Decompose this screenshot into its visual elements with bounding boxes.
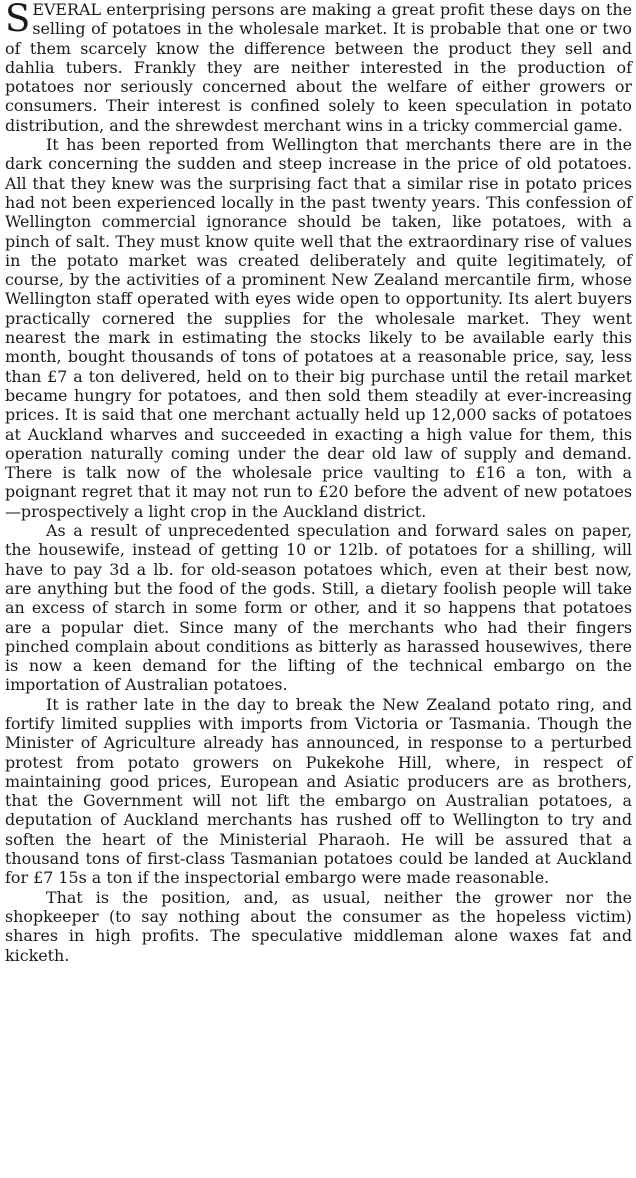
paragraph-1 [5, 0, 632, 135]
paragraph-4: It is rather late in the day to break the New Zealand potato ring, and fortify limited supplies with imports from Victoria or Tasmania. Though the Minister of Agriculture already has announced, in response to a perturbed protest from potato growers on Pukekohe Hill, where, in respect of maintaining good prices, European and Asiatic producers are as brothers, that the Government will not lift the embargo on Australian potatoes, a deputation of Auckland merchants has rushed off to Wellington to try and soften the heart of the Ministerial Pharaoh. He will be assured that a thousand tons of first-class Tasmanian potatoes could be landed at Auckland for £7 15s a ton if the inspectorial embargo were made reasonable. [5, 694, 632, 888]
paragraph-1-text: enterprising persons are making a great profit these days on the selling of potatoes in the wholesale market. It is probable that one or two of them scarcely know the difference between the product they sell and dahlia tubers. Frankly they are neither interested in the production of potatoes nor seriously concerned about the welfare of either growers or consumers. Their interest is confined solely to keen speculation in potato distribution, and the shrewdest merchant wins in a tricky commercial game. [5, 0, 632, 135]
paragraph-5: That is the position, and, as usual, neither the grower nor the shopkeeper (to say nothing about the consumer as the hopeless victim) shares in high profits. The speculative middleman alone waxes fat and kicketh. [5, 887, 632, 965]
drop-cap: S [5, 0, 31, 40]
paragraph-2: It has been reported from Wellington that merchants there are in the dark concerning the sudden and steep increase in the price of old potatoes. All that they knew was the surprising fact that a similar rise in potato prices had not been experienced locally in the past twenty years. This confession of Wellington commercial ignorance should be taken, like potatoes, with a pinch of salt. They must know quite well that the extraordinary rise of values in the potato market was created deliberately and quite legitimately, of course, by the activities of a prominent New Zealand mercantile firm, whose Wellington staff operated with eyes wide open to opportunity. Its alert buyers practically cornered the supplies for the wholesale market. They went nearest the mark in estimating the stocks likely to be available early this month, bought thousands of tons of potatoes at a reasonable price, say, less than £7 a ton delivered, held on to their big purchase until the retail market became hungry for potatoes, and then sold them steadily at ever-increasing prices. It is said that one merchant actually held up 12,000 sacks of potatoes at Auckland wharves and succeeded in exacting a high value for them, this operation naturally coming under the dear old law of supply and demand. There is talk now of the wholesale price vaulting to £16 a ton, with a poignant regret that it may not run to £20 before the advent of new potatoes—prospectively a light crop in the Auckland district. [5, 135, 632, 521]
paragraph-3: As a result of unprecedented speculation and forward sales on paper, the housewife, instead of getting 10 or 12lb. of potatoes for a shilling, will have to pay 3d a lb. for old-season potatoes which, even at their best now, are anything but the food of the gods. Still, a dietary foolish people will take an excess of starch in some form or other, and it so happens that potatoes are a popular diet. Since many of the merchants who had their fingers pinched complain about conditions as bitterly as harassed housewives, there is now a keen demand for the lifting of the technical embargo on the importation of Australian potatoes. [5, 521, 632, 695]
lead-caps: EVERAL [32, 0, 102, 19]
